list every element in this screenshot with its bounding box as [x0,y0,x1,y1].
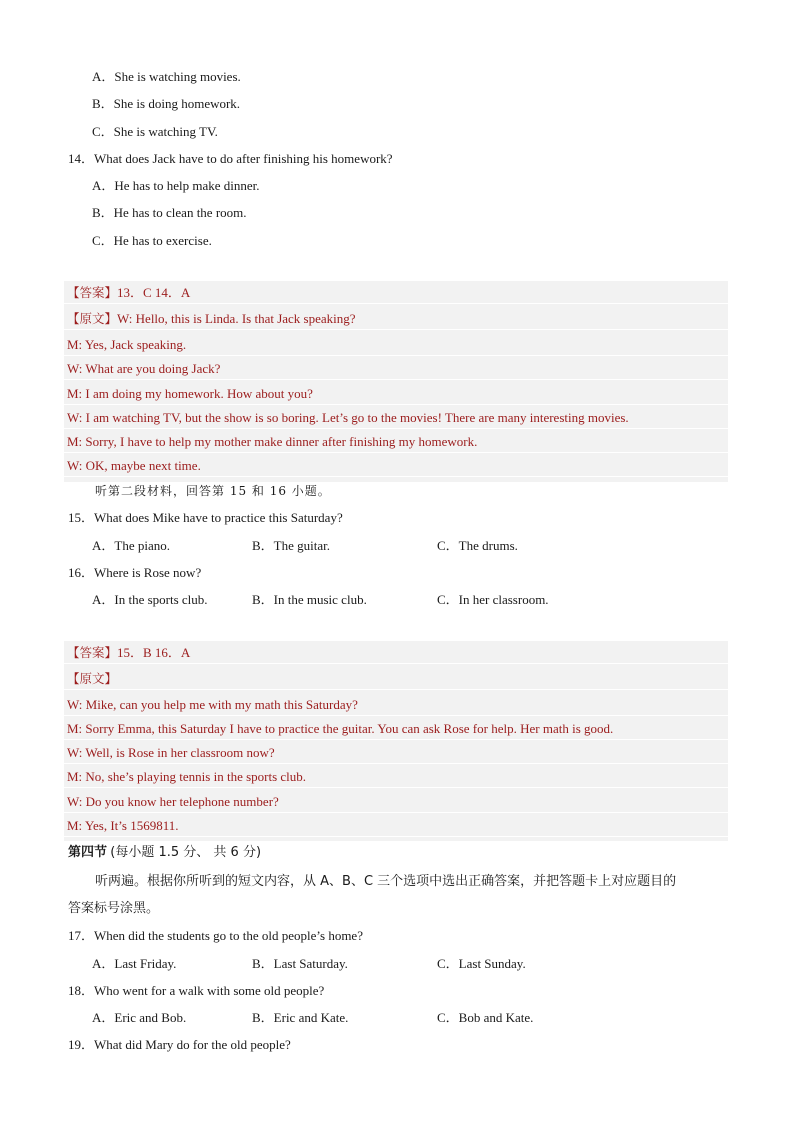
q13-option-c: C．She is watching TV. [92,124,218,139]
q13-option-b: B．She is doing homework. [92,96,241,111]
q13-option-a: A．She is watching movies. [92,69,241,84]
q14-option-a: A．He has to help make dinner. [92,178,260,193]
section4-instruction-2: 答案标号涂黑。 [68,901,160,916]
q15-options [92,537,732,555]
q16-options [92,591,732,609]
section4-header [68,843,261,862]
q18-question: 18．Who went for a walk with some old people? [68,983,325,998]
answer-line [64,641,728,664]
q16-option-b: B．In the music club. [252,592,367,607]
answer-block-1 [64,281,728,482]
script-line: W: What are you doing Jack? [64,357,728,380]
script-first-line [64,307,728,330]
script-line: M: Yes, It’s 1569811. [64,814,728,837]
script-line: W: I am watching TV, but the show is so boring. Let’s go to the movies! There are many interesting movies. [64,406,728,429]
script-line: W: Mike, can you help me with my math this Saturday? [64,693,728,716]
q17-option-b: B．Last Saturday. [252,956,348,971]
q18-option-b: B．Eric and Kate. [252,1010,349,1025]
q14-option-c: C．He has to exercise. [92,233,212,248]
script-tag-line [64,667,728,690]
q18-options [92,1009,732,1027]
q18-option-a: A．Eric and Bob. [92,1010,187,1025]
answer-line [64,281,728,304]
script-line: M: No, she’s playing tennis in the sports club. [64,765,728,788]
q17-option-c: C．Last Sunday. [437,956,526,971]
q15-option-c: C．The drums. [437,538,518,553]
script-line: M: Yes, Jack speaking. [64,333,728,356]
q15-option-a: A．The piano. [92,538,170,553]
q15-question: 15．What does Mike have to practice this Saturday? [68,510,343,525]
answer-block-2 [64,641,728,841]
script-line: W: Well, is Rose in her classroom now? [64,741,728,764]
script-tag: 【原文】 [67,671,118,686]
q17-option-a: A．Last Friday. [92,956,177,971]
script-tag: 【原文】 [67,311,118,326]
answer-tag: 【答案】 [67,645,118,660]
script-line: W: Hello, this is Linda. Is that Jack speaking? [117,311,356,326]
answer-values: 15．B 16．A [117,645,191,660]
script-line: W: Do you know her telephone number? [64,790,728,813]
q16-option-c: C．In her classroom. [437,592,549,607]
q16-option-a: A．In the sports club. [92,592,208,607]
section4-instruction-1: 听两遍。根据你所听到的短文内容，从 A、B、C 三个选项中选出正确答案，并把答题卡上对应题目的 [95,874,677,889]
section4-score: (每小题 1.5 分、 共 6 分) [110,845,262,860]
script-line: M: Sorry Emma, this Saturday I have to practice the guitar. You can ask Rose for help. Her math is good. [64,717,728,740]
q14-question: 14．What does Jack have to do after finishing his homework? [68,151,393,166]
script-line: M: I am doing my homework. How about you? [64,382,728,405]
answer-tag: 【答案】 [67,285,118,300]
script-line: M: Sorry, I have to help my mother make dinner after finishing my homework. [64,430,728,453]
q17-question: 17．When did the students go to the old people’s home? [68,928,363,943]
q14-option-b: B．He has to clean the room. [92,205,247,220]
q18-option-c: C．Bob and Kate. [437,1010,534,1025]
section4-title: 第四节 [68,845,108,860]
q15-option-b: B．The guitar. [252,538,330,553]
answer-values: 13．C 14．A [117,285,191,300]
q19-question: 19．What did Mary do for the old people? [68,1037,291,1052]
q17-options [92,955,732,973]
script-line: W: OK, maybe next time. [64,454,728,477]
q16-question: 16．Where is Rose now? [68,565,202,580]
section2-instruction: 听第二段材料，回答第 15 和 16 小题。 [95,484,331,498]
